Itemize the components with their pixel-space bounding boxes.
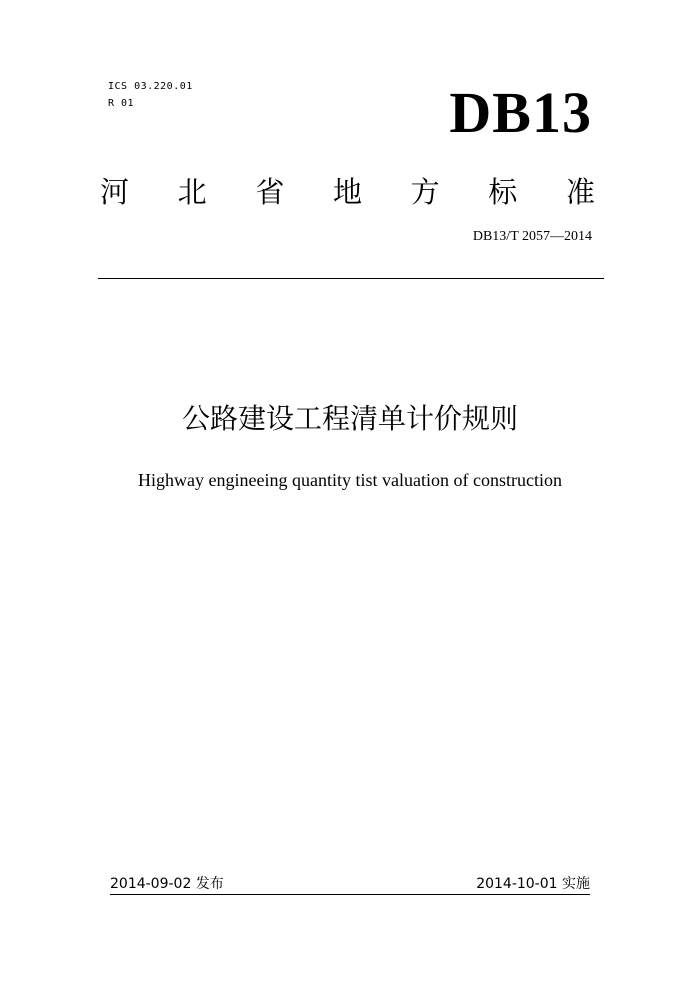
document-title: 公路建设工程清单计价规则 <box>181 402 518 435</box>
header-divider <box>98 278 604 279</box>
implement-date: 2014-10-01 实施 <box>476 876 590 892</box>
title-char: 标 <box>488 174 518 209</box>
title-char: 北 <box>177 174 207 209</box>
document-subtitle: Highway engineeing quantity tist valuation of construction <box>138 470 562 490</box>
title-char: 准 <box>565 174 595 209</box>
standard-logo: DB13 <box>449 80 592 145</box>
footer-divider <box>110 894 590 895</box>
title-char: 地 <box>332 174 362 209</box>
publish-date: 2014-09-02 发布 <box>110 876 224 892</box>
title-char: 河 <box>100 174 130 209</box>
ics-code: ICS 03.220.01 <box>108 81 193 92</box>
ccs-code: R 01 <box>108 98 135 109</box>
standard-type-title <box>100 168 595 212</box>
standard-number: DB13/T 2057—2014 <box>472 229 592 244</box>
title-char: 省 <box>255 174 285 209</box>
title-char: 方 <box>410 174 440 209</box>
classification-codes <box>108 78 193 112</box>
